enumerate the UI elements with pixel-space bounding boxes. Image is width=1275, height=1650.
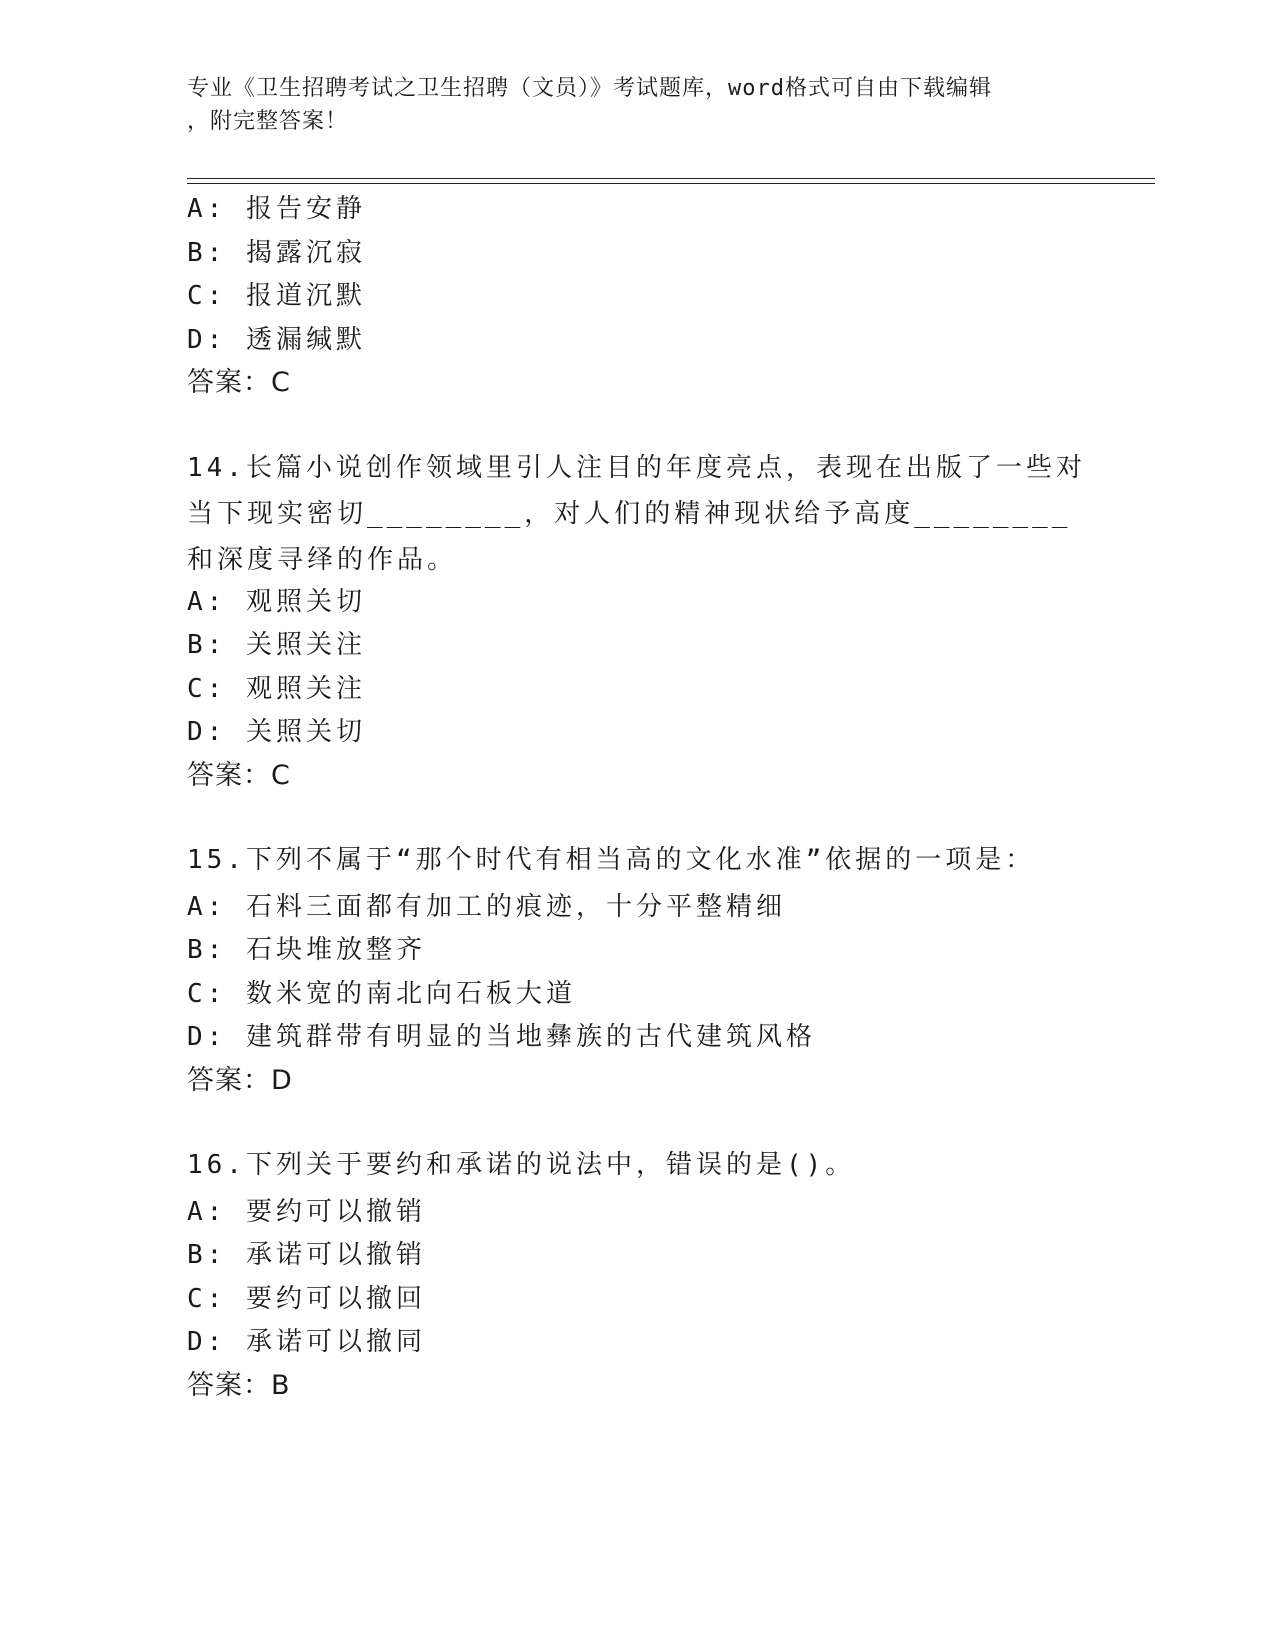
question-15-stem: 15.下列不属于“那个时代有相当高的文化水准”依据的一项是： — [187, 845, 1036, 875]
option-c: C: 要约可以撤回 — [187, 1284, 426, 1314]
header-divider-top — [187, 178, 1155, 179]
option-d: D: 承诺可以撤同 — [187, 1327, 426, 1357]
answer-line: 答案：C — [187, 760, 291, 791]
option-b: B: 揭露沉寂 — [187, 238, 366, 268]
document-header — [187, 72, 1067, 138]
option-d: D: 建筑群带有明显的当地彝族的古代建筑风格 — [187, 1022, 816, 1052]
answer-line: 答案：D — [187, 1065, 293, 1096]
header-line-2: ，附完整答案！ — [187, 109, 349, 134]
option-c: C: 报道沉默 — [187, 281, 366, 311]
answer-line: 答案：C — [187, 367, 291, 398]
answer-line: 答案：B — [187, 1370, 291, 1401]
option-d: D: 关照关切 — [187, 717, 366, 747]
option-a: A: 要约可以撤销 — [187, 1197, 426, 1227]
option-b: B: 关照关注 — [187, 630, 366, 660]
option-c: C: 数米宽的南北向石板大道 — [187, 979, 576, 1009]
question-16-stem: 16.下列关于要约和承诺的说法中，错误的是()。 — [187, 1150, 856, 1180]
option-b: B: 承诺可以撤销 — [187, 1240, 426, 1270]
option-d: D: 透漏缄默 — [187, 325, 366, 355]
option-c: C: 观照关注 — [187, 674, 366, 704]
option-a: A: 观照关切 — [187, 587, 366, 617]
option-a: A: 报告安静 — [187, 194, 366, 224]
option-b: B: 石块堆放整齐 — [187, 935, 426, 965]
option-a: A: 石料三面都有加工的痕迹，十分平整精细 — [187, 892, 786, 922]
header-line-1: 专业《卫生招聘考试之卫生招聘（文员）》考试题库，word格式可自由下载编辑 — [187, 76, 992, 101]
header-divider-bottom — [187, 183, 1155, 184]
question-14-stem: 14.长篇小说创作领域里引人注目的年度亮点，表现在出版了一些对当下现实密切________，对人们的精神现状给予高度________和深度寻绎的作品。 — [187, 453, 1086, 575]
